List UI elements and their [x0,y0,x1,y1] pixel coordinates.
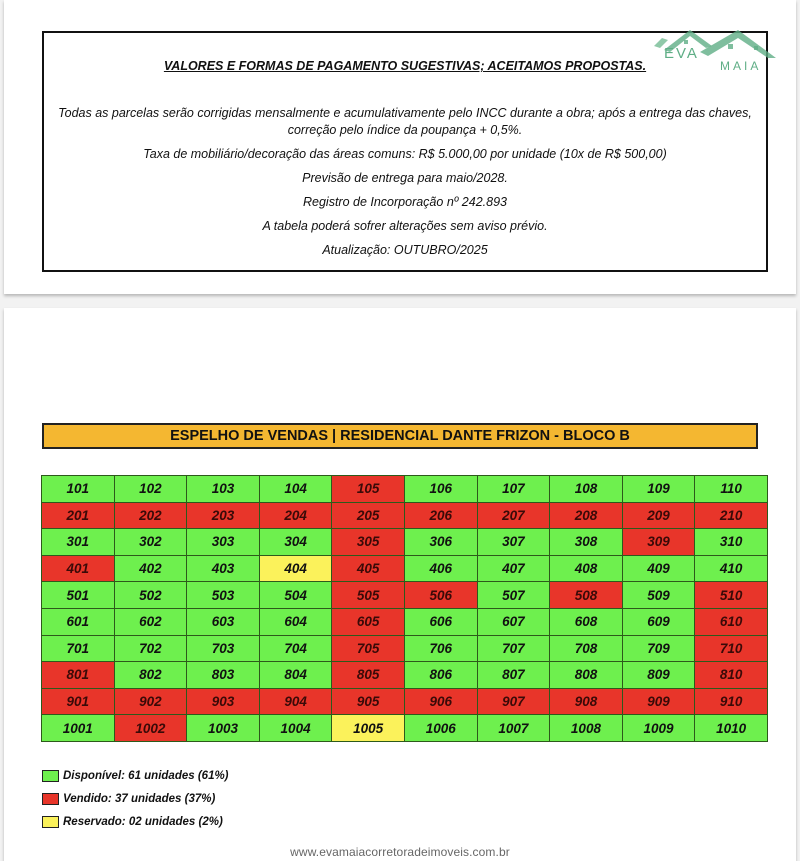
unit-cell-disponivel: 103 [187,476,260,503]
unit-cell-disponivel: 702 [114,635,187,662]
eva-maia-logo [650,24,780,72]
unit-cell-disponivel: 509 [622,582,695,609]
unit-cell-disponivel: 808 [550,662,623,689]
unit-cell-disponivel: 1008 [550,715,623,742]
unit-cell-disponivel: 602 [114,608,187,635]
unit-cell-disponivel: 503 [187,582,260,609]
unit-cell-disponivel: 809 [622,662,695,689]
floor-row [42,476,768,503]
unit-cell-disponivel: 1001 [42,715,115,742]
unit-cell-disponivel: 106 [404,476,477,503]
floor-row [42,635,768,662]
sales-mirror-title: ESPELHO DE VENDAS | RESIDENCIAL DANTE FRIZON - BLOCO B [42,423,758,449]
update-date-note: Atualização: OUTUBRO/2025 [322,243,488,257]
unit-cell-disponivel: 110 [695,476,768,503]
unit-cell-vendido: 907 [477,688,550,715]
unit-cell-vendido: 610 [695,608,768,635]
unit-cell-disponivel: 601 [42,608,115,635]
unit-cell-disponivel: 1006 [404,715,477,742]
unit-cell-vendido: 305 [332,529,405,556]
unit-cell-disponivel: 410 [695,555,768,582]
unit-cell-vendido: 105 [332,476,405,503]
unit-cell-disponivel: 406 [404,555,477,582]
unit-cell-disponivel: 501 [42,582,115,609]
unit-cell-vendido: 710 [695,635,768,662]
unit-cell-disponivel: 704 [259,635,332,662]
unit-cell-disponivel: 107 [477,476,550,503]
unit-cell-vendido: 1002 [114,715,187,742]
unit-cell-vendido: 205 [332,502,405,529]
legend-label: Vendido: 37 unidades (37%) [63,792,216,805]
unit-cell-disponivel: 407 [477,555,550,582]
unit-cell-disponivel: 603 [187,608,260,635]
unit-cell-disponivel: 302 [114,529,187,556]
unit-cell-vendido: 510 [695,582,768,609]
unit-cell-disponivel: 708 [550,635,623,662]
unit-cell-disponivel: 507 [477,582,550,609]
unit-cell-disponivel: 109 [622,476,695,503]
unit-cell-disponivel: 701 [42,635,115,662]
unit-cell-vendido: 810 [695,662,768,689]
unit-cell-disponivel: 707 [477,635,550,662]
unit-cell-vendido: 801 [42,662,115,689]
unit-cell-disponivel: 1003 [187,715,260,742]
unit-cell-disponivel: 1009 [622,715,695,742]
unit-cell-vendido: 208 [550,502,623,529]
floor-row [42,555,768,582]
unit-cell-vendido: 203 [187,502,260,529]
unit-cell-vendido: 908 [550,688,623,715]
unit-cell-reservado: 404 [259,555,332,582]
unit-cell-disponivel: 802 [114,662,187,689]
unit-cell-disponivel: 104 [259,476,332,503]
floor-row [42,715,768,742]
unit-cell-disponivel: 502 [114,582,187,609]
unit-cell-vendido: 905 [332,688,405,715]
unit-cell-vendido: 210 [695,502,768,529]
sold-swatch-icon [42,793,59,805]
furniture-fee-note: Taxa de mobiliário/decoração das áreas comuns: R$ 5.000,00 por unidade (10x de R$ 500,00) [143,147,667,161]
unit-cell-vendido: 805 [332,662,405,689]
unit-cell-vendido: 309 [622,529,695,556]
unit-cell-disponivel: 102 [114,476,187,503]
unit-cell-vendido: 902 [114,688,187,715]
unit-cell-disponivel: 703 [187,635,260,662]
unit-cell-vendido: 910 [695,688,768,715]
unit-cell-disponivel: 504 [259,582,332,609]
unit-cell-disponivel: 1010 [695,715,768,742]
available-swatch-icon [42,770,59,782]
unit-cell-vendido: 204 [259,502,332,529]
unit-cell-disponivel: 607 [477,608,550,635]
unit-cell-disponivel: 303 [187,529,260,556]
unit-cell-vendido: 401 [42,555,115,582]
floor-row [42,502,768,529]
floor-row [42,529,768,556]
unit-cell-vendido: 901 [42,688,115,715]
unit-cell-disponivel: 1007 [477,715,550,742]
unit-cell-vendido: 505 [332,582,405,609]
unit-cell-vendido: 209 [622,502,695,529]
unit-cell-vendido: 201 [42,502,115,529]
unit-cell-disponivel: 804 [259,662,332,689]
legend-item-disponivel [42,764,229,787]
unit-cell-disponivel: 806 [404,662,477,689]
unit-cell-disponivel: 304 [259,529,332,556]
unit-cell-disponivel: 606 [404,608,477,635]
unit-cell-disponivel: 307 [477,529,550,556]
unit-cell-vendido: 405 [332,555,405,582]
reserved-swatch-icon [42,816,59,828]
legend-item-vendido [42,787,229,810]
unit-cell-disponivel: 301 [42,529,115,556]
payment-info-card [4,0,796,294]
unit-cell-vendido: 202 [114,502,187,529]
status-legend [42,764,229,833]
unit-cell-vendido: 903 [187,688,260,715]
unit-cell-reservado: 1005 [332,715,405,742]
svg-text:MAIA: MAIA [720,59,762,72]
unit-cell-vendido: 909 [622,688,695,715]
house-roof-logo-icon [650,24,780,72]
unit-cell-vendido: 508 [550,582,623,609]
unit-cell-disponivel: 709 [622,635,695,662]
unit-cell-vendido: 206 [404,502,477,529]
unit-cell-disponivel: 807 [477,662,550,689]
legend-item-reservado [42,810,229,833]
unit-cell-disponivel: 403 [187,555,260,582]
unit-cell-vendido: 904 [259,688,332,715]
unit-cell-disponivel: 604 [259,608,332,635]
floor-row [42,688,768,715]
unit-cell-disponivel: 409 [622,555,695,582]
unit-cell-disponivel: 101 [42,476,115,503]
website-url: www.evamaiacorretoradeimoveis.com.br [290,845,510,859]
svg-text:EVA: EVA [664,45,699,62]
unit-cell-vendido: 605 [332,608,405,635]
delivery-forecast-note: Previsão de entrega para maio/2028. [302,171,508,185]
price-change-note: A tabela poderá sofrer alterações sem aviso prévio. [262,219,548,233]
floor-row [42,582,768,609]
unit-cell-disponivel: 306 [404,529,477,556]
unit-cell-disponivel: 706 [404,635,477,662]
unit-cell-vendido: 906 [404,688,477,715]
payment-heading: VALORES E FORMAS DE PAGAMENTO SUGESTIVAS; ACEITAMOS PROPOSTAS. [163,59,647,73]
legend-label: Reservado: 02 unidades (2%) [63,815,223,828]
unit-cell-disponivel: 608 [550,608,623,635]
units-grid [41,475,768,742]
unit-cell-vendido: 506 [404,582,477,609]
floor-row [42,662,768,689]
payment-notes [50,105,760,266]
unit-cell-disponivel: 108 [550,476,623,503]
unit-cell-vendido: 705 [332,635,405,662]
registration-note: Registro de Incorporação nº 242.893 [302,195,507,209]
unit-cell-vendido: 207 [477,502,550,529]
unit-cell-disponivel: 1004 [259,715,332,742]
unit-cell-disponivel: 408 [550,555,623,582]
unit-cell-disponivel: 308 [550,529,623,556]
sales-mirror-card [4,308,796,861]
incc-correction-note: Todas as parcelas serão corrigidas mensalmente e acumulativamente pelo INCC durante a obra; após a entrega das chaves, correção pelo índice da poupança + 0,5%. [58,106,752,137]
unit-cell-disponivel: 402 [114,555,187,582]
unit-cell-disponivel: 609 [622,608,695,635]
legend-label: Disponível: 61 unidades (61%) [63,769,229,782]
floor-row [42,608,768,635]
unit-cell-disponivel: 310 [695,529,768,556]
unit-cell-disponivel: 803 [187,662,260,689]
